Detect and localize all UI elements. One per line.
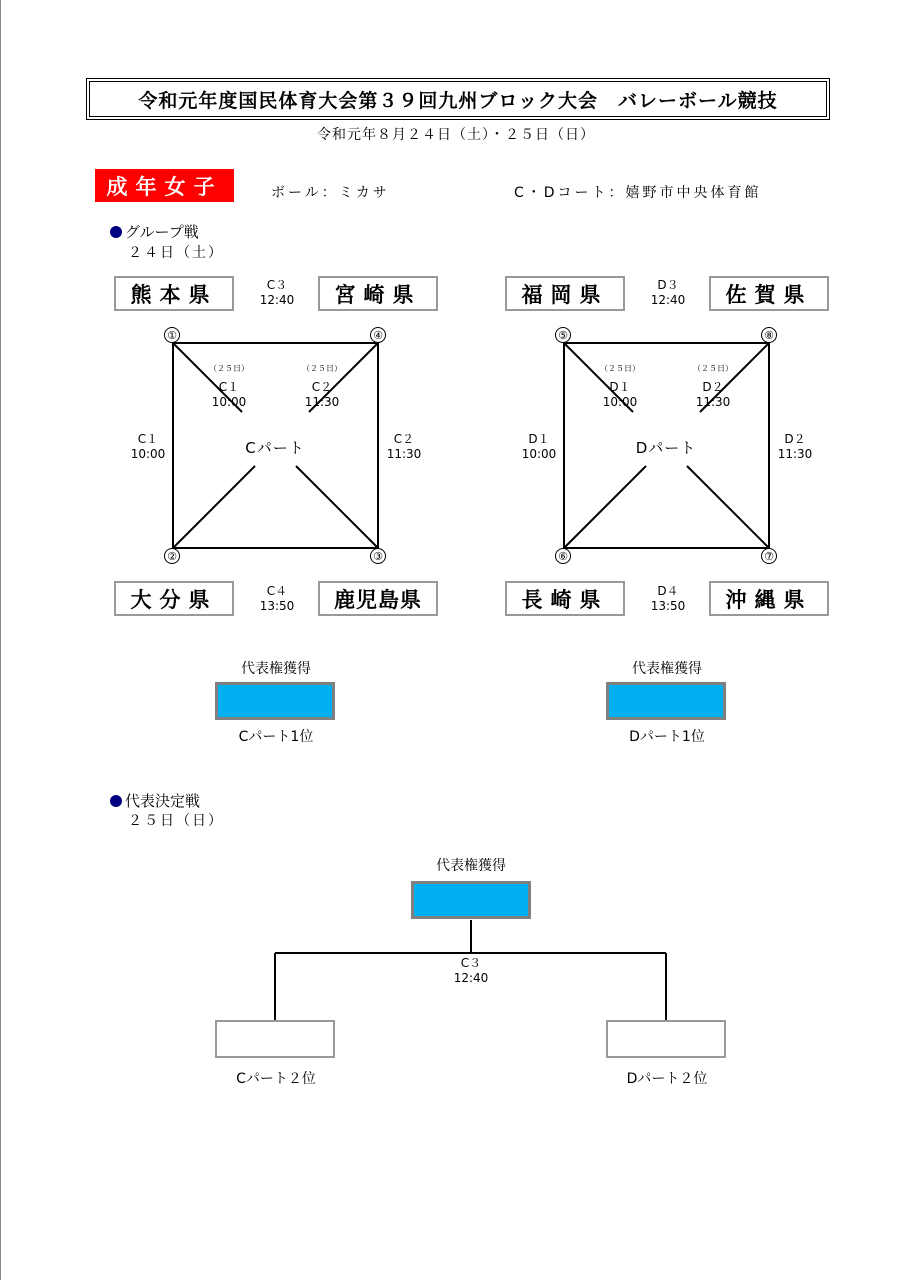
seed-node-3: ③: [370, 548, 386, 564]
team-oita: 大分県: [114, 581, 234, 616]
final-right-slot: [606, 1020, 726, 1058]
seed-node-1: ①: [164, 327, 180, 343]
court-info: C・Dコート：嬉野市中央体育館: [514, 185, 762, 201]
pool-c-side-right-match: C２ 11:30: [386, 432, 422, 461]
seed-node-8: ⑧: [761, 327, 777, 343]
pool-d-qualify-box: [606, 682, 726, 720]
ball-info: ボール：ミカサ: [271, 185, 390, 201]
team-miyazaki: 宮崎県: [318, 276, 438, 311]
seed-node-7: ⑦: [761, 548, 777, 564]
final-match: C３ 12:40: [453, 956, 489, 985]
final-left-label: Cパート２位: [236, 1071, 316, 1087]
seed-node-4: ④: [370, 327, 386, 343]
pool-d-top-match: D３ 12:40: [650, 278, 686, 307]
pool-d-diag-right-day: （２５日）: [693, 364, 733, 373]
page-title: 令和元年度国民体育大会第３９回九州ブロック大会 バレーボール競技: [86, 78, 830, 120]
pool-d-qualify-label: 代表権獲得: [632, 661, 702, 677]
team-okinawa: 沖縄県: [709, 581, 829, 616]
pool-d-rank-label: Dパート1位: [629, 729, 705, 745]
final-date: ２５日（日）: [128, 813, 224, 829]
pool-d-diag-left-day: （２５日）: [600, 364, 640, 373]
seed-node-6: ⑥: [555, 548, 571, 564]
category-badge: 成年女子: [95, 169, 234, 202]
pool-d-diag-left-match: D１ 10:00: [602, 380, 638, 409]
team-saga: 佐賀県: [709, 276, 829, 311]
pool-c-diag-left-day: （２５日）: [209, 364, 249, 373]
pool-c-center-label: Cパート: [240, 437, 310, 458]
pool-d-center-label: Dパート: [631, 437, 701, 458]
group-stage-heading: グループ戦: [110, 221, 199, 242]
final-heading: 代表決定戦: [110, 790, 200, 811]
team-kumamoto: 熊本県: [114, 276, 234, 311]
pool-d-bottom-match: D４ 13:50: [650, 584, 686, 613]
team-kagoshima: 鹿児島県: [318, 581, 438, 616]
team-nagasaki: 長崎県: [505, 581, 625, 616]
pool-c-diag-left-match: C１ 10:00: [211, 380, 247, 409]
final-left-slot: [215, 1020, 335, 1058]
pool-d-side-left-match: D１ 10:00: [521, 432, 557, 461]
seed-node-5: ⑤: [555, 327, 571, 343]
final-qualify-box: [411, 881, 531, 919]
pool-c-qualify-box: [215, 682, 335, 720]
pool-c-side-left-match: C１ 10:00: [130, 432, 166, 461]
pool-d-side-right-match: D２ 11:30: [777, 432, 813, 461]
pool-c-top-match: C３ 12:40: [259, 278, 295, 307]
seed-node-2: ②: [164, 548, 180, 564]
pool-d-diag-right-match: D２ 11:30: [695, 380, 731, 409]
pool-c-bottom-match: C４ 13:50: [259, 584, 295, 613]
pool-c-rank-label: Cパート1位: [238, 729, 314, 745]
pool-c-diag-right-day: （２５日）: [302, 364, 342, 373]
final-right-label: Dパート２位: [626, 1071, 708, 1087]
pool-c-diag-right-match: C２ 11:30: [304, 380, 340, 409]
pool-c-qualify-label: 代表権獲得: [241, 661, 311, 677]
group-stage-date: ２４日（土）: [128, 245, 224, 261]
tournament-dates: 令和元年８月２４日（土）・２５日（日）: [317, 127, 595, 143]
bullet-icon: [110, 795, 122, 807]
final-qualify-label: 代表権獲得: [436, 858, 506, 874]
team-fukuoka: 福岡県: [505, 276, 625, 311]
